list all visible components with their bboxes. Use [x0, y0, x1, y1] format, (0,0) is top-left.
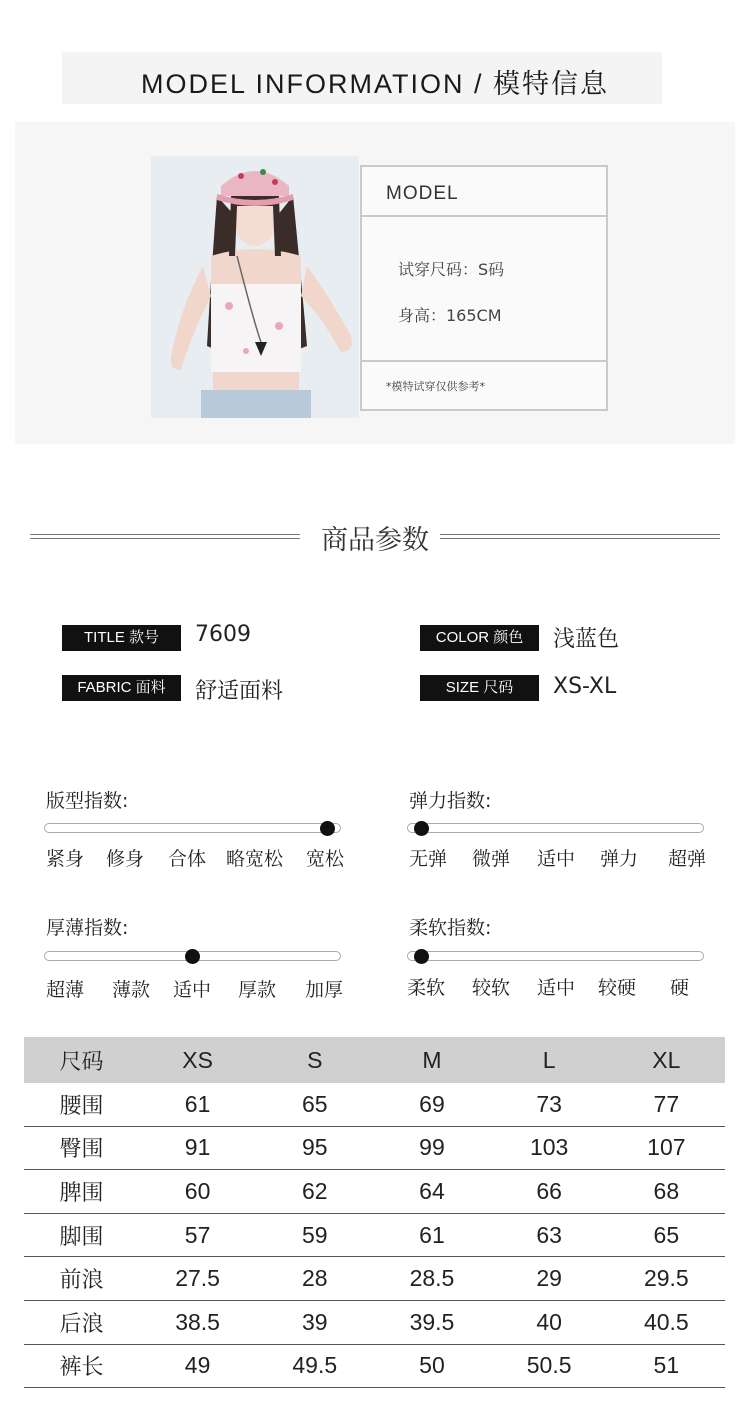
fabric-tag: FABRIC 面料 [62, 675, 181, 701]
fabric-value: 舒适面料 [195, 679, 284, 704]
model-header-row [362, 167, 606, 217]
title-tag: TITLE 款号 [62, 625, 181, 651]
table-cell: 99 [419, 1134, 445, 1161]
table-cell: 64 [419, 1177, 445, 1204]
fit-option: 修身 [106, 848, 145, 870]
table-cell: 63 [536, 1221, 562, 1248]
table-cell: 28.5 [409, 1265, 455, 1292]
table-cell: 29.5 [643, 1265, 689, 1292]
table-cell: 77 [653, 1090, 680, 1117]
table-header-cell: M [422, 1046, 442, 1073]
model-note: *模特试穿仅供参考* [386, 380, 485, 393]
softness-option: 硬 [670, 977, 690, 999]
softness-index-title: 柔软指数: [409, 917, 492, 939]
size-table [24, 1037, 725, 1388]
fit-index-title: 版型指数: [46, 790, 129, 812]
table-cell: 50.5 [526, 1352, 572, 1379]
table-cell: 39.5 [409, 1308, 455, 1335]
table-cell: 40.5 [643, 1308, 689, 1335]
fit-index-track [44, 823, 341, 833]
model-note-divider [362, 360, 606, 362]
table-row [24, 1257, 725, 1301]
fit-option: 紧身 [46, 848, 85, 870]
table-header-cell: XS [182, 1046, 213, 1073]
table-cell: 27.5 [175, 1265, 220, 1292]
table-cell: 95 [301, 1134, 328, 1161]
thickness-option: 薄款 [112, 979, 151, 1001]
softness-option: 较硬 [598, 977, 637, 999]
size-table-header [24, 1037, 725, 1083]
table-cell: 103 [529, 1134, 569, 1161]
title-value: 7609 [195, 622, 251, 647]
table-cell: 107 [647, 1134, 686, 1161]
table-cell: 69 [419, 1090, 445, 1117]
table-cell: 39 [301, 1308, 328, 1335]
softness-index-knob [414, 949, 429, 964]
color-tag: COLOR 颜色 [420, 625, 539, 651]
softness-option: 适中 [537, 977, 576, 999]
row-label-cell: 脚围 [59, 1224, 104, 1250]
table-cell: 68 [653, 1177, 680, 1204]
row-label-cell: 前浪 [59, 1268, 104, 1294]
stretch-index-track [407, 823, 704, 833]
table-cell: 65 [653, 1221, 680, 1248]
row-label-cell: 臀围 [59, 1137, 104, 1163]
table-row [24, 1083, 725, 1127]
model-size: 试穿尺码：S码 [398, 260, 505, 279]
table-cell: 91 [184, 1134, 211, 1161]
model-label: MODEL [386, 183, 459, 204]
row-label-cell: 后浪 [59, 1311, 104, 1337]
softness-index-track [407, 951, 704, 961]
row-label-cell: 裤长 [59, 1355, 104, 1381]
thickness-option: 加厚 [305, 979, 344, 1001]
stretch-option: 适中 [537, 848, 576, 870]
thickness-option: 厚款 [238, 979, 277, 1001]
table-cell: 65 [301, 1090, 328, 1117]
table-cell: 38.5 [175, 1308, 220, 1335]
size-value: XS-XL [553, 674, 617, 699]
size-table-body [24, 1083, 725, 1388]
row-label-cell: 腰围 [59, 1093, 104, 1119]
softness-option: 较软 [472, 977, 511, 999]
table-row [24, 1170, 725, 1214]
thickness-index-knob [185, 949, 200, 964]
size-tag: SIZE 尺码 [420, 675, 539, 701]
stretch-index-knob [414, 821, 429, 836]
table-row [24, 1345, 725, 1389]
fit-option: 略宽松 [226, 848, 284, 870]
table-cell: 61 [419, 1221, 445, 1248]
table-cell: 29 [536, 1265, 562, 1292]
model-height: 身高：165CM [398, 306, 502, 325]
table-row [24, 1127, 725, 1171]
fit-option: 合体 [168, 848, 207, 870]
stretch-index-title: 弹力指数: [409, 790, 492, 812]
model-photo [151, 156, 359, 418]
table-cell: 66 [536, 1177, 562, 1204]
thickness-option: 适中 [173, 979, 212, 1001]
table-cell: 57 [184, 1221, 211, 1248]
table-cell: 28 [301, 1265, 328, 1292]
row-label-cell: 脾围 [59, 1180, 104, 1206]
stretch-option: 超弹 [668, 848, 707, 870]
table-cell: 49 [184, 1352, 211, 1379]
stretch-option: 弹力 [600, 848, 639, 870]
fit-option: 宽松 [306, 848, 345, 870]
softness-option: 柔软 [407, 977, 446, 999]
thickness-index-title: 厚薄指数: [46, 917, 129, 939]
table-cell: 59 [301, 1221, 328, 1248]
table-cell: 50 [419, 1352, 445, 1379]
table-cell: 62 [301, 1177, 328, 1204]
section-title: 商品参数 [321, 525, 429, 556]
table-cell: 73 [536, 1090, 562, 1117]
stretch-option: 微弹 [472, 848, 511, 870]
model-info-box [360, 165, 608, 411]
table-row [24, 1301, 725, 1345]
stretch-option: 无弹 [409, 848, 448, 870]
page-title: MODEL INFORMATION / 模特信息 [140, 69, 609, 99]
table-row [24, 1214, 725, 1258]
table-cell: 60 [184, 1177, 211, 1204]
table-header-cell: S [307, 1046, 323, 1073]
thickness-option: 超薄 [46, 979, 85, 1001]
table-cell: 51 [653, 1352, 680, 1379]
table-header-cell: XL [652, 1046, 681, 1073]
fit-index-knob [320, 821, 335, 836]
table-header-cell: 尺码 [59, 1049, 104, 1075]
table-cell: 40 [536, 1308, 562, 1335]
color-value: 浅蓝色 [553, 627, 620, 652]
table-cell: 49.5 [292, 1352, 338, 1379]
table-header-cell: L [542, 1046, 556, 1073]
table-cell: 61 [184, 1090, 211, 1117]
